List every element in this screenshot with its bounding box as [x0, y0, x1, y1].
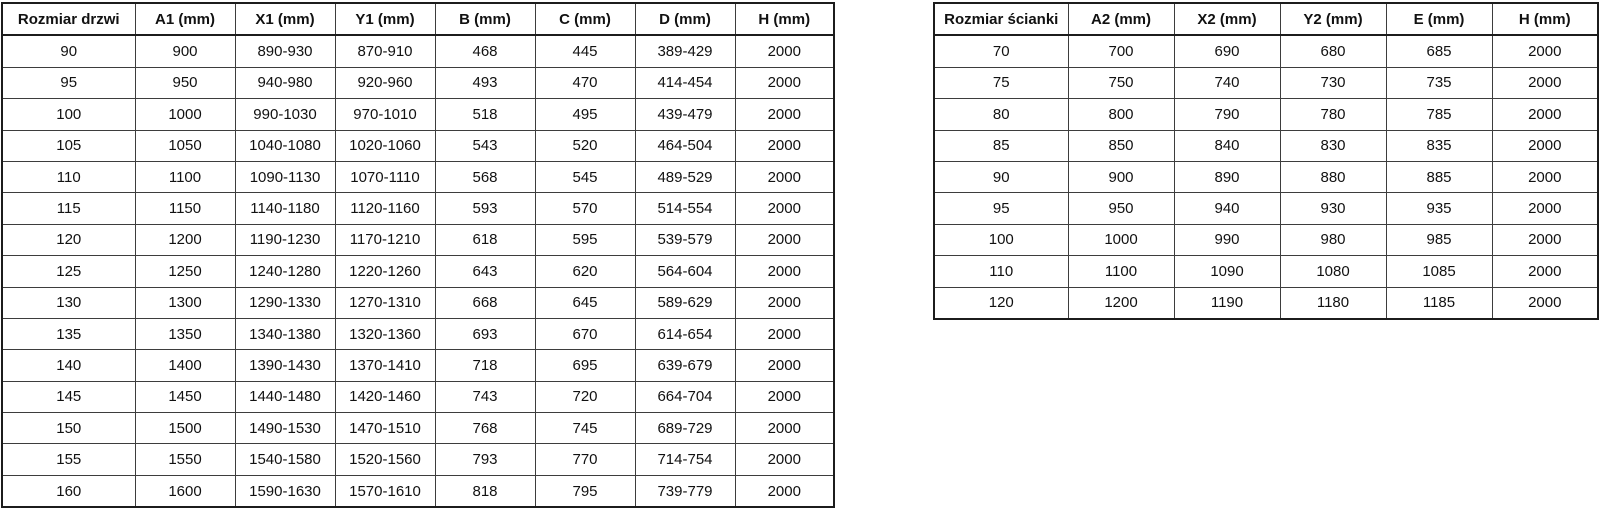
- table-row: [2, 224, 834, 255]
- table-cell: 1290-1330: [235, 287, 335, 318]
- table-cell: 414-454: [635, 67, 735, 98]
- table-cell: 745: [535, 413, 635, 444]
- table-cell: 690: [1174, 35, 1280, 67]
- table-cell: 589-629: [635, 287, 735, 318]
- table-cell: 664-704: [635, 381, 735, 412]
- table-cell: 2000: [1492, 99, 1598, 130]
- table-cell: 830: [1280, 130, 1386, 161]
- table-cell: 1600: [135, 475, 235, 507]
- table-cell: 1180: [1280, 287, 1386, 319]
- header-row: [2, 3, 834, 35]
- table-cell: 1100: [135, 161, 235, 192]
- column-header: C (mm): [535, 3, 635, 35]
- column-header: X2 (mm): [1174, 3, 1280, 35]
- table-cell: 1570-1610: [335, 475, 435, 507]
- table-cell: 990: [1174, 224, 1280, 255]
- column-header: E (mm): [1386, 3, 1492, 35]
- column-header: X1 (mm): [235, 3, 335, 35]
- table-cell: 693: [435, 318, 535, 349]
- table-cell: 940-980: [235, 67, 335, 98]
- table-cell: 2000: [1492, 256, 1598, 287]
- table-row: [934, 35, 1598, 67]
- table-cell: 70: [934, 35, 1068, 67]
- table-cell: 115: [2, 193, 135, 224]
- table-cell: 160: [2, 475, 135, 507]
- table-row: [2, 350, 834, 381]
- table-cell: 1300: [135, 287, 235, 318]
- table-cell: 1370-1410: [335, 350, 435, 381]
- table-cell: 750: [1068, 67, 1174, 98]
- table-cell: 795: [535, 475, 635, 507]
- table-row: [934, 130, 1598, 161]
- table-row: [934, 193, 1598, 224]
- table-cell: 900: [135, 35, 235, 67]
- table-cell: 950: [1068, 193, 1174, 224]
- table-cell: 714-754: [635, 444, 735, 475]
- table-cell: 930: [1280, 193, 1386, 224]
- table-cell: 785: [1386, 99, 1492, 130]
- table-cell: 2000: [1492, 193, 1598, 224]
- table-cell: 439-479: [635, 99, 735, 130]
- column-header: Y1 (mm): [335, 3, 435, 35]
- table-cell: 680: [1280, 35, 1386, 67]
- table-cell: 1090: [1174, 256, 1280, 287]
- table-cell: 545: [535, 161, 635, 192]
- table-cell: 1450: [135, 381, 235, 412]
- table-cell: 1250: [135, 256, 235, 287]
- column-header: A1 (mm): [135, 3, 235, 35]
- table-cell: 768: [435, 413, 535, 444]
- column-header: Rozmiar drzwi: [2, 3, 135, 35]
- table-cell: 145: [2, 381, 135, 412]
- table-cell: 90: [934, 161, 1068, 192]
- table-cell: 140: [2, 350, 135, 381]
- table-cell: 980: [1280, 224, 1386, 255]
- table-cell: 793: [435, 444, 535, 475]
- table-cell: 1400: [135, 350, 235, 381]
- column-header: Rozmiar ścianki: [934, 3, 1068, 35]
- table-cell: 780: [1280, 99, 1386, 130]
- table-cell: 1090-1130: [235, 161, 335, 192]
- table-cell: 880: [1280, 161, 1386, 192]
- table-cell: 2000: [735, 287, 834, 318]
- table-cell: 1320-1360: [335, 318, 435, 349]
- table-cell: 1170-1210: [335, 224, 435, 255]
- column-header: H (mm): [735, 3, 834, 35]
- table-cell: 1085: [1386, 256, 1492, 287]
- table-cell: 493: [435, 67, 535, 98]
- table-cell: 2000: [735, 130, 834, 161]
- table-cell: 730: [1280, 67, 1386, 98]
- table-row: [2, 444, 834, 475]
- table-cell: 570: [535, 193, 635, 224]
- column-header: B (mm): [435, 3, 535, 35]
- header-row: [934, 3, 1598, 35]
- table-cell: 670: [535, 318, 635, 349]
- table-row: [2, 318, 834, 349]
- table-cell: 155: [2, 444, 135, 475]
- table-cell: 539-579: [635, 224, 735, 255]
- table-cell: 740: [1174, 67, 1280, 98]
- table-cell: 100: [934, 224, 1068, 255]
- table-cell: 2000: [735, 161, 834, 192]
- table-cell: 645: [535, 287, 635, 318]
- table-cell: 685: [1386, 35, 1492, 67]
- table-cell: 2000: [1492, 287, 1598, 319]
- table-cell: 1200: [1068, 287, 1174, 319]
- table-cell: 120: [934, 287, 1068, 319]
- table-cell: 1200: [135, 224, 235, 255]
- table-cell: 1020-1060: [335, 130, 435, 161]
- table-cell: 985: [1386, 224, 1492, 255]
- wall-table-body: [934, 35, 1598, 319]
- table-cell: 75: [934, 67, 1068, 98]
- table-cell: 1190: [1174, 287, 1280, 319]
- table-cell: 790: [1174, 99, 1280, 130]
- table-cell: 1490-1530: [235, 413, 335, 444]
- table-row: [2, 161, 834, 192]
- table-cell: 739-779: [635, 475, 735, 507]
- table-row: [934, 287, 1598, 319]
- table-cell: 1120-1160: [335, 193, 435, 224]
- table-cell: 1440-1480: [235, 381, 335, 412]
- table-cell: 1540-1580: [235, 444, 335, 475]
- table-cell: 720: [535, 381, 635, 412]
- table-cell: 743: [435, 381, 535, 412]
- table-cell: 2000: [1492, 161, 1598, 192]
- table-cell: 135: [2, 318, 135, 349]
- table-cell: 689-729: [635, 413, 735, 444]
- table-row: [934, 161, 1598, 192]
- table-row: [2, 475, 834, 507]
- table-cell: 389-429: [635, 35, 735, 67]
- table-cell: 1500: [135, 413, 235, 444]
- table-cell: 1050: [135, 130, 235, 161]
- table-cell: 1520-1560: [335, 444, 435, 475]
- column-header: D (mm): [635, 3, 735, 35]
- table-row: [2, 256, 834, 287]
- table-cell: 520: [535, 130, 635, 161]
- table-cell: 489-529: [635, 161, 735, 192]
- table-cell: 80: [934, 99, 1068, 130]
- table-cell: 695: [535, 350, 635, 381]
- table-cell: 835: [1386, 130, 1492, 161]
- door-table-header: [2, 3, 834, 35]
- table-cell: 2000: [735, 381, 834, 412]
- table-cell: 840: [1174, 130, 1280, 161]
- table-cell: 1390-1430: [235, 350, 335, 381]
- table-cell: 564-604: [635, 256, 735, 287]
- table-cell: 1270-1310: [335, 287, 435, 318]
- table-cell: 800: [1068, 99, 1174, 130]
- table-row: [2, 381, 834, 412]
- table-cell: 900: [1068, 161, 1174, 192]
- table-cell: 1240-1280: [235, 256, 335, 287]
- table-cell: 2000: [735, 413, 834, 444]
- table-cell: 1185: [1386, 287, 1492, 319]
- table-cell: 110: [2, 161, 135, 192]
- table-cell: 130: [2, 287, 135, 318]
- table-cell: 620: [535, 256, 635, 287]
- table-cell: 970-1010: [335, 99, 435, 130]
- table-row: [934, 99, 1598, 130]
- table-cell: 770: [535, 444, 635, 475]
- table-cell: 639-679: [635, 350, 735, 381]
- table-cell: 1100: [1068, 256, 1174, 287]
- table-cell: 643: [435, 256, 535, 287]
- table-cell: 2000: [735, 67, 834, 98]
- table-cell: 2000: [1492, 130, 1598, 161]
- table-cell: 885: [1386, 161, 1492, 192]
- table-cell: 85: [934, 130, 1068, 161]
- table-cell: 95: [2, 67, 135, 98]
- table-cell: 870-910: [335, 35, 435, 67]
- wall-size-table: [933, 2, 1599, 320]
- table-cell: 735: [1386, 67, 1492, 98]
- column-header: Y2 (mm): [1280, 3, 1386, 35]
- table-cell: 935: [1386, 193, 1492, 224]
- table-cell: 1070-1110: [335, 161, 435, 192]
- table-cell: 1420-1460: [335, 381, 435, 412]
- table-cell: 700: [1068, 35, 1174, 67]
- table-cell: 595: [535, 224, 635, 255]
- table-cell: 568: [435, 161, 535, 192]
- table-cell: 890-930: [235, 35, 335, 67]
- table-cell: 618: [435, 224, 535, 255]
- table-cell: 1000: [1068, 224, 1174, 255]
- table-cell: 2000: [735, 350, 834, 381]
- table-cell: 2000: [1492, 67, 1598, 98]
- table-cell: 125: [2, 256, 135, 287]
- table-row: [934, 256, 1598, 287]
- table-cell: 614-654: [635, 318, 735, 349]
- table-cell: 470: [535, 67, 635, 98]
- table-row: [2, 35, 834, 67]
- table-cell: 95: [934, 193, 1068, 224]
- table-row: [2, 287, 834, 318]
- table-cell: 1550: [135, 444, 235, 475]
- table-cell: 593: [435, 193, 535, 224]
- table-cell: 543: [435, 130, 535, 161]
- table-cell: 1470-1510: [335, 413, 435, 444]
- table-cell: 1340-1380: [235, 318, 335, 349]
- table-cell: 2000: [735, 256, 834, 287]
- table-cell: 514-554: [635, 193, 735, 224]
- table-cell: 990-1030: [235, 99, 335, 130]
- table-cell: 940: [1174, 193, 1280, 224]
- table-cell: 2000: [735, 224, 834, 255]
- table-row: [2, 413, 834, 444]
- table-cell: 2000: [735, 99, 834, 130]
- table-row: [934, 67, 1598, 98]
- table-cell: 718: [435, 350, 535, 381]
- table-cell: 2000: [735, 193, 834, 224]
- table-cell: 464-504: [635, 130, 735, 161]
- table-cell: 2000: [735, 318, 834, 349]
- door-size-table: [1, 2, 835, 508]
- table-cell: 2000: [1492, 35, 1598, 67]
- table-cell: 1140-1180: [235, 193, 335, 224]
- table-row: [2, 99, 834, 130]
- table-cell: 518: [435, 99, 535, 130]
- wall-table-header: [934, 3, 1598, 35]
- table-cell: 2000: [735, 35, 834, 67]
- table-cell: 2000: [1492, 224, 1598, 255]
- table-row: [2, 193, 834, 224]
- table-cell: 468: [435, 35, 535, 67]
- table-cell: 1080: [1280, 256, 1386, 287]
- door-table-body: [2, 35, 834, 507]
- table-row: [2, 67, 834, 98]
- column-header: H (mm): [1492, 3, 1598, 35]
- table-row: [2, 130, 834, 161]
- table-cell: 2000: [735, 444, 834, 475]
- table-cell: 110: [934, 256, 1068, 287]
- table-cell: 150: [2, 413, 135, 444]
- table-cell: 495: [535, 99, 635, 130]
- table-cell: 1350: [135, 318, 235, 349]
- table-cell: 890: [1174, 161, 1280, 192]
- table-cell: 920-960: [335, 67, 435, 98]
- table-row: [934, 224, 1598, 255]
- table-cell: 850: [1068, 130, 1174, 161]
- table-cell: 120: [2, 224, 135, 255]
- column-header: A2 (mm): [1068, 3, 1174, 35]
- table-cell: 1190-1230: [235, 224, 335, 255]
- table-cell: 2000: [735, 475, 834, 507]
- table-cell: 1590-1630: [235, 475, 335, 507]
- table-cell: 1150: [135, 193, 235, 224]
- table-cell: 818: [435, 475, 535, 507]
- table-cell: 950: [135, 67, 235, 98]
- table-cell: 90: [2, 35, 135, 67]
- table-cell: 445: [535, 35, 635, 67]
- table-cell: 1000: [135, 99, 235, 130]
- table-cell: 668: [435, 287, 535, 318]
- table-cell: 100: [2, 99, 135, 130]
- table-cell: 1220-1260: [335, 256, 435, 287]
- table-cell: 105: [2, 130, 135, 161]
- table-cell: 1040-1080: [235, 130, 335, 161]
